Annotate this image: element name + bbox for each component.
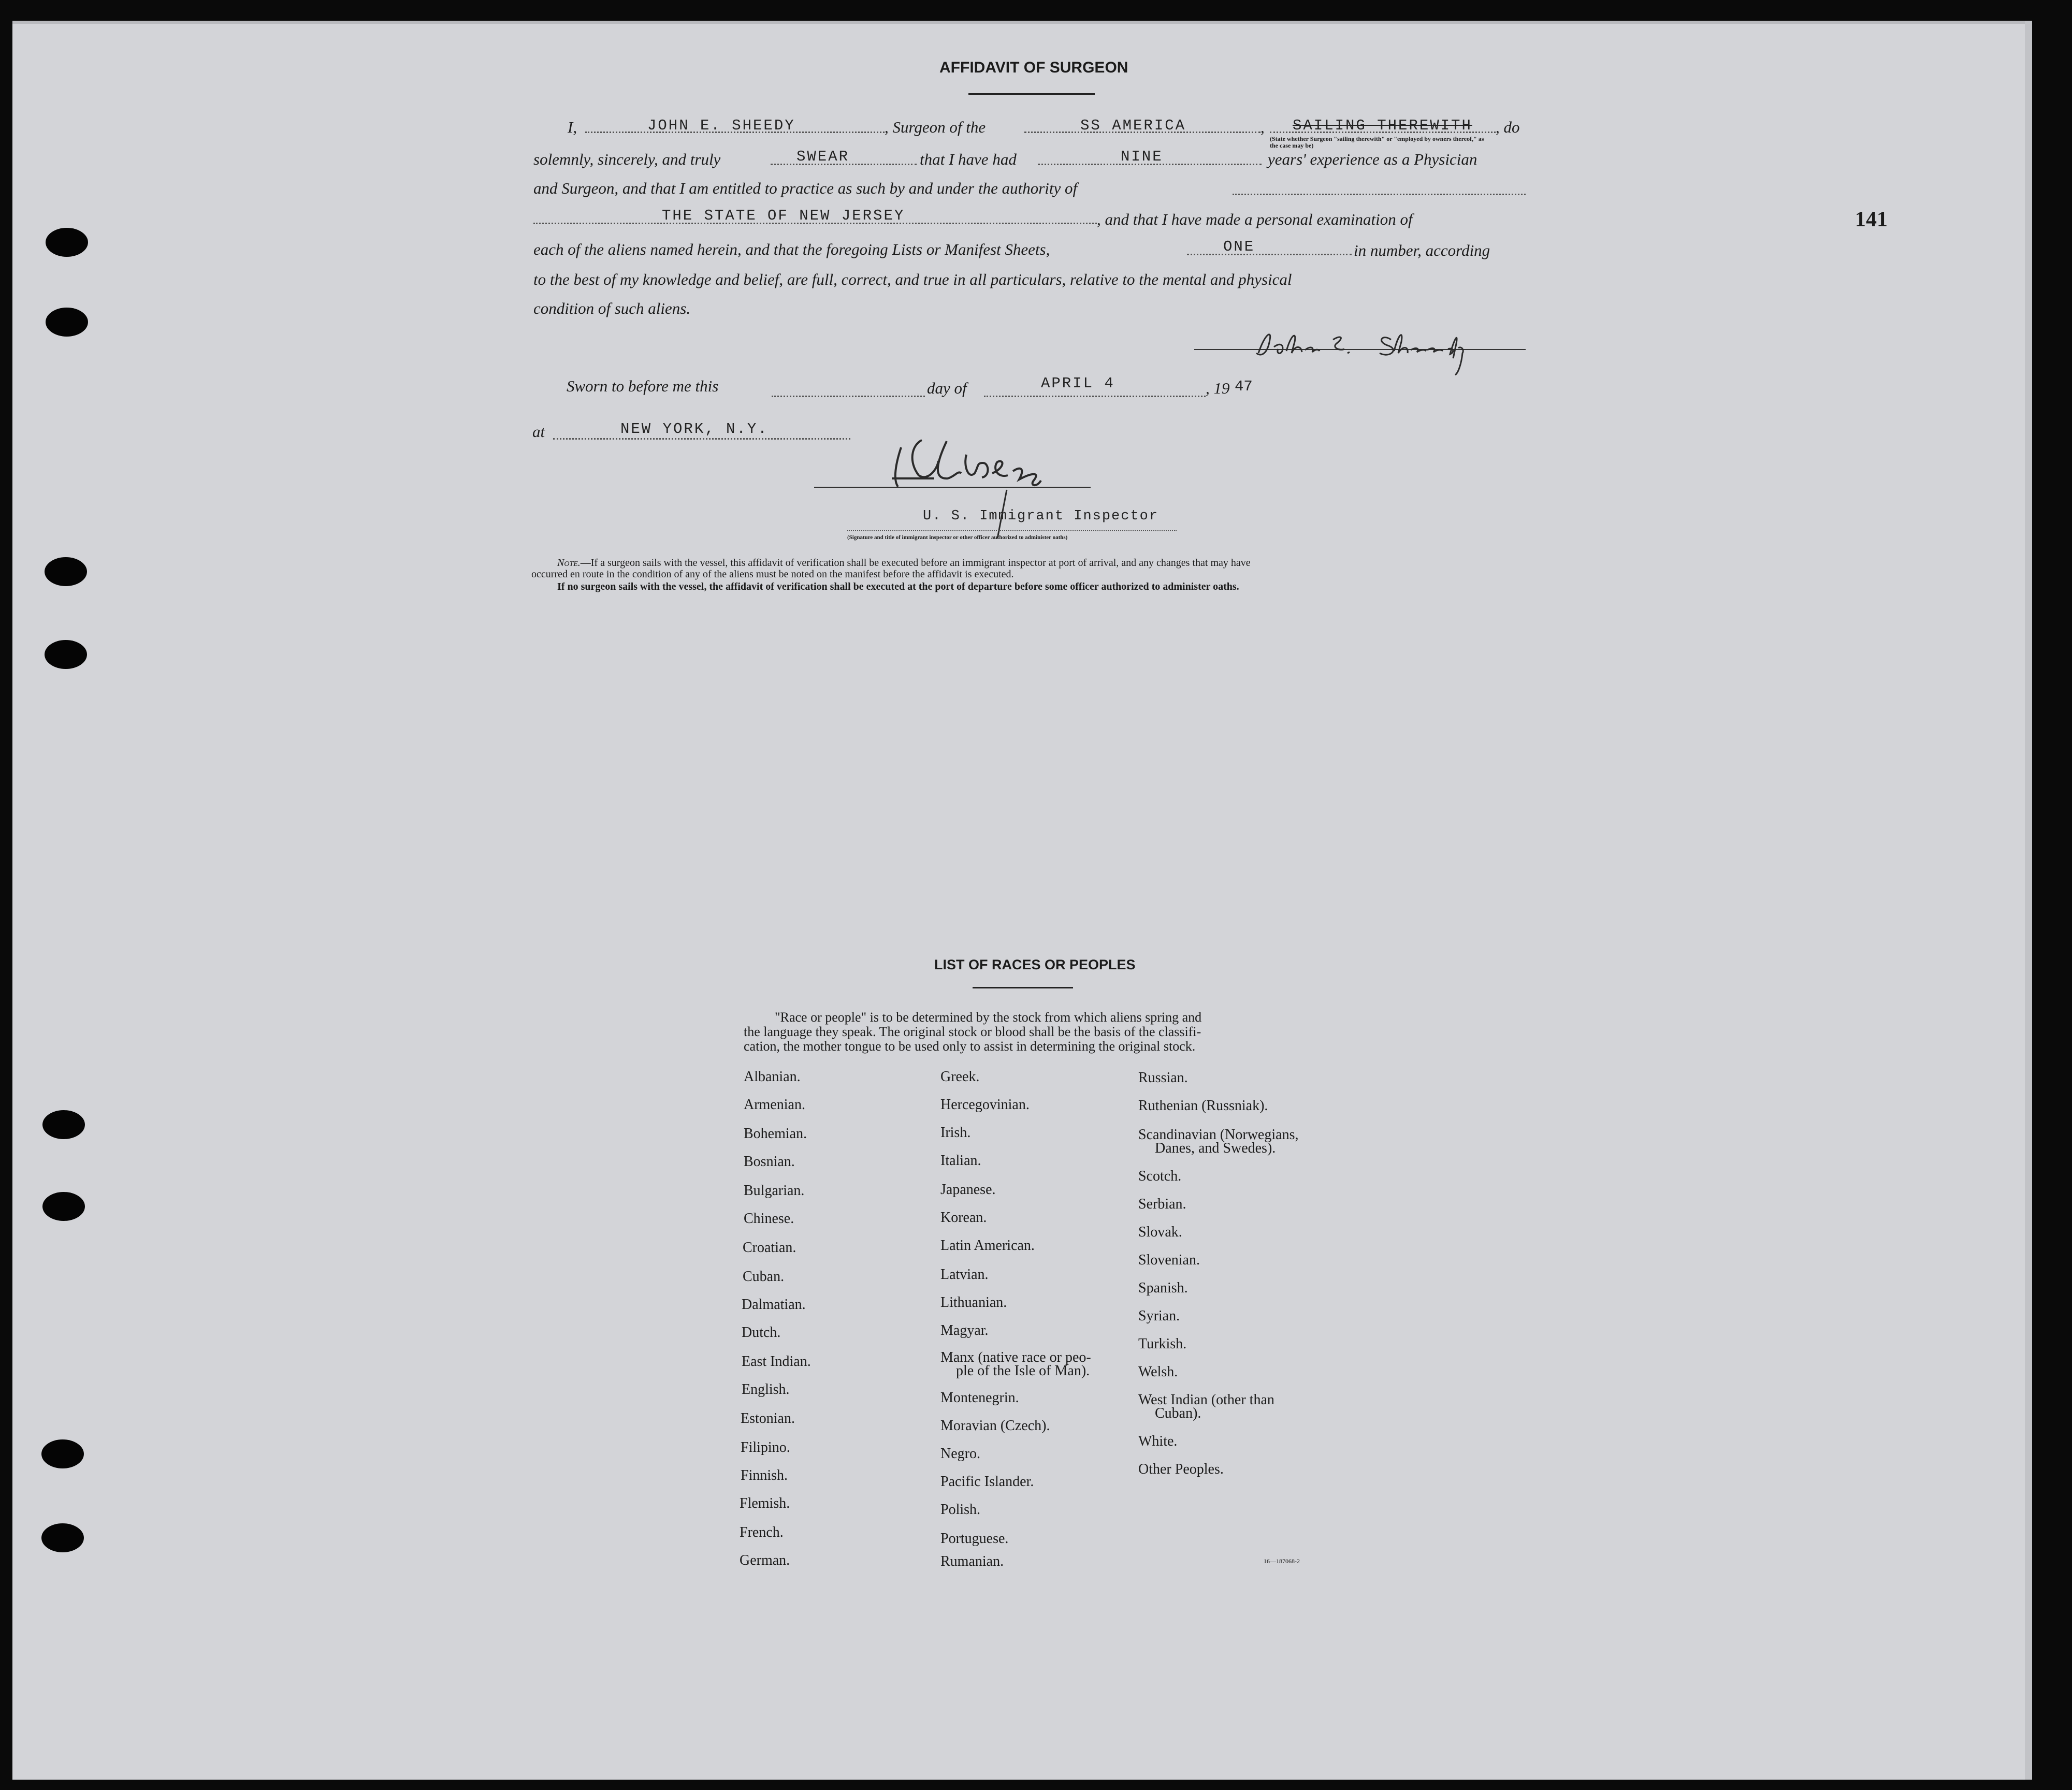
race-item: Greek.: [940, 1069, 980, 1085]
authority-field: THE STATE OF NEW JERSEY: [662, 207, 905, 224]
race-item: Montenegrin.: [940, 1390, 1019, 1406]
years-field: NINE: [1121, 148, 1163, 165]
affidavit-text: I,: [568, 118, 577, 136]
races-intro: "Race or people" is to be determined by the stock from which aliens spring and: [775, 1010, 1202, 1025]
race-item: English.: [742, 1381, 790, 1398]
race-item: Moravian (Czech).: [940, 1418, 1050, 1434]
race-item: Korean.: [940, 1210, 987, 1226]
race-item: French.: [740, 1524, 784, 1540]
punch-hole: [46, 308, 88, 337]
race-item: Rumanian.: [940, 1553, 1004, 1569]
race-item: Dutch.: [742, 1325, 781, 1341]
punch-hole: [41, 1523, 84, 1552]
affidavit-text: years' experience as a Physician: [1268, 150, 1477, 168]
race-item: Bosnian.: [744, 1154, 795, 1170]
fill-line: [1233, 194, 1526, 195]
fill-line: [1187, 254, 1352, 255]
race-item: Slovak.: [1138, 1224, 1182, 1240]
race-item: Pacific Islander.: [940, 1474, 1034, 1490]
sheet-top-shadow: [12, 21, 2025, 24]
races-title: LIST OF RACES OR PEOPLES: [934, 957, 1136, 972]
race-item: Latvian.: [940, 1267, 989, 1283]
affidavit-text: at: [532, 423, 545, 441]
race-item: Scandinavian (Norwegians,: [1138, 1127, 1299, 1143]
affidavit-text: day of: [927, 379, 967, 397]
race-item: Lithuanian.: [940, 1294, 1007, 1311]
surgeon-signature: [1253, 319, 1491, 381]
race-item: Negro.: [940, 1446, 980, 1462]
note-line: If no surgeon sails with the vessel, the affidavit of verification shall be executed at the port of departure before some officer authorized to administer oaths.: [557, 581, 1239, 592]
race-item: Spanish.: [1138, 1280, 1188, 1296]
affidavit-text: , 19: [1206, 379, 1230, 397]
affidavit-text: to the best of my knowledge and belief, are full, correct, and true in all particulars, relative to the mental and physical: [533, 270, 1292, 288]
race-item: German.: [740, 1552, 790, 1568]
race-item: Croatian.: [743, 1240, 796, 1256]
note-label: Note.: [557, 557, 581, 569]
relation-field: SAILING THEREWITH: [1293, 117, 1472, 134]
races-title-underline: [973, 987, 1073, 988]
page-number: 141: [1855, 208, 1888, 231]
race-item: Danes, and Swedes).: [1155, 1140, 1276, 1156]
race-item: Slovenian.: [1138, 1252, 1200, 1268]
race-item: Bulgarian.: [744, 1183, 805, 1199]
race-item: White.: [1138, 1433, 1178, 1449]
race-item: Hercegovinian.: [940, 1097, 1030, 1113]
affidavit-text: and Surgeon, and that I am entitled to practice as such by and under the authority of: [533, 179, 1078, 197]
race-item: West Indian (other than: [1138, 1392, 1274, 1408]
race-item: Ruthenian (Russniak).: [1138, 1098, 1268, 1114]
race-item: Turkish.: [1138, 1336, 1187, 1352]
note-line: [557, 557, 1251, 569]
affidavit-text: each of the aliens named herein, and that the foregoing Lists or Manifest Sheets,: [533, 240, 1050, 258]
affidavit-text: solemnly, sincerely, and truly: [533, 150, 721, 168]
note-line: occurred en route in the condition of any of the aliens must be noted on the manifest before the affidavit is executed.: [531, 569, 1014, 580]
inspector-caption: (Signature and title of immigrant inspector or other officer authorized to administer oaths): [847, 534, 1068, 541]
race-item: Other Peoples.: [1138, 1461, 1224, 1477]
race-item: Latin American.: [940, 1238, 1035, 1254]
race-item: Bohemian.: [744, 1126, 807, 1142]
races-intro: the language they speak. The original stock or blood shall be the basis of the classifi-: [744, 1024, 1201, 1039]
affidavit-title: AFFIDAVIT OF SURGEON: [939, 59, 1128, 76]
races-intro: cation, the mother tongue to be used only to assist in determining the original stock.: [744, 1039, 1196, 1054]
sheet-count-field: ONE: [1223, 238, 1255, 255]
punch-hole: [46, 228, 88, 257]
race-item: Dalmatian.: [742, 1297, 806, 1313]
race-item: ple of the Isle of Man).: [956, 1363, 1090, 1379]
form-code: 16—187068-2: [1264, 1558, 1300, 1565]
fill-line: [984, 396, 1206, 397]
affidavit-text: condition of such aliens.: [533, 299, 691, 317]
affidavit-text: that I have had: [920, 150, 1017, 168]
inspector-title: U. S. Immigrant Inspector: [923, 508, 1159, 524]
punch-hole: [41, 1439, 84, 1468]
race-item: Italian.: [940, 1153, 981, 1169]
race-item: Manx (native race or peo-: [940, 1349, 1091, 1365]
race-item: Japanese.: [940, 1182, 996, 1198]
race-item: Cuban).: [1155, 1405, 1201, 1421]
affidavit-text: , and that I have made a personal examination of: [1097, 210, 1413, 228]
surgeon-name-field: JOHN E. SHEEDY: [647, 117, 795, 134]
race-item: Portuguese.: [940, 1531, 1009, 1547]
sheet-right-edge: [2025, 21, 2032, 1780]
affidavit-text: in number, according: [1354, 241, 1490, 259]
fill-line: [772, 396, 925, 397]
race-item: Scotch.: [1138, 1168, 1182, 1184]
race-item: Filipino.: [741, 1439, 790, 1456]
fill-line: [847, 530, 1177, 531]
title-underline: [968, 93, 1095, 95]
race-item: Welsh.: [1138, 1364, 1178, 1380]
race-item: Cuban.: [743, 1269, 785, 1285]
punch-hole: [42, 1192, 85, 1221]
affidavit-text: ,: [1260, 118, 1265, 136]
race-item: Serbian.: [1138, 1196, 1186, 1212]
race-item: Estonian.: [741, 1410, 795, 1427]
race-item: Chinese.: [744, 1211, 794, 1227]
relation-note: (State whether Surgeon "sailing therewith" or "employed by owners thereof," as the case may be): [1270, 135, 1484, 149]
affidavit-text: , do: [1496, 118, 1520, 136]
place-field: NEW YORK, N.Y.: [620, 420, 769, 438]
race-item: Armenian.: [744, 1097, 805, 1113]
punch-hole: [45, 557, 87, 586]
oath-field: SWEAR: [796, 148, 850, 165]
year-field: 47: [1235, 378, 1253, 395]
race-item: Irish.: [940, 1125, 971, 1141]
date-field: APRIL 4: [1041, 375, 1115, 392]
note-text: —If a surgeon sails with the vessel, this affidavit of verification shall be executed before an immigrant inspector at port of arrival, and any changes that may have: [580, 557, 1251, 569]
race-item: East Indian.: [742, 1354, 811, 1370]
race-item: Magyar.: [940, 1322, 989, 1338]
affidavit-text: , Surgeon of the: [885, 118, 986, 136]
punch-hole: [42, 1110, 85, 1139]
race-item: Albanian.: [744, 1069, 801, 1085]
race-item: Finnish.: [741, 1467, 788, 1483]
race-item: Syrian.: [1138, 1308, 1180, 1324]
affidavit-text: Sworn to before me this: [567, 377, 719, 395]
race-item: Flemish.: [740, 1495, 790, 1511]
race-item: Polish.: [940, 1502, 981, 1518]
punch-hole: [45, 640, 87, 669]
fill-line: [553, 438, 850, 440]
signature-line: [814, 487, 1091, 488]
race-item: Russian.: [1138, 1070, 1188, 1086]
vessel-field: SS AMERICA: [1080, 117, 1186, 134]
